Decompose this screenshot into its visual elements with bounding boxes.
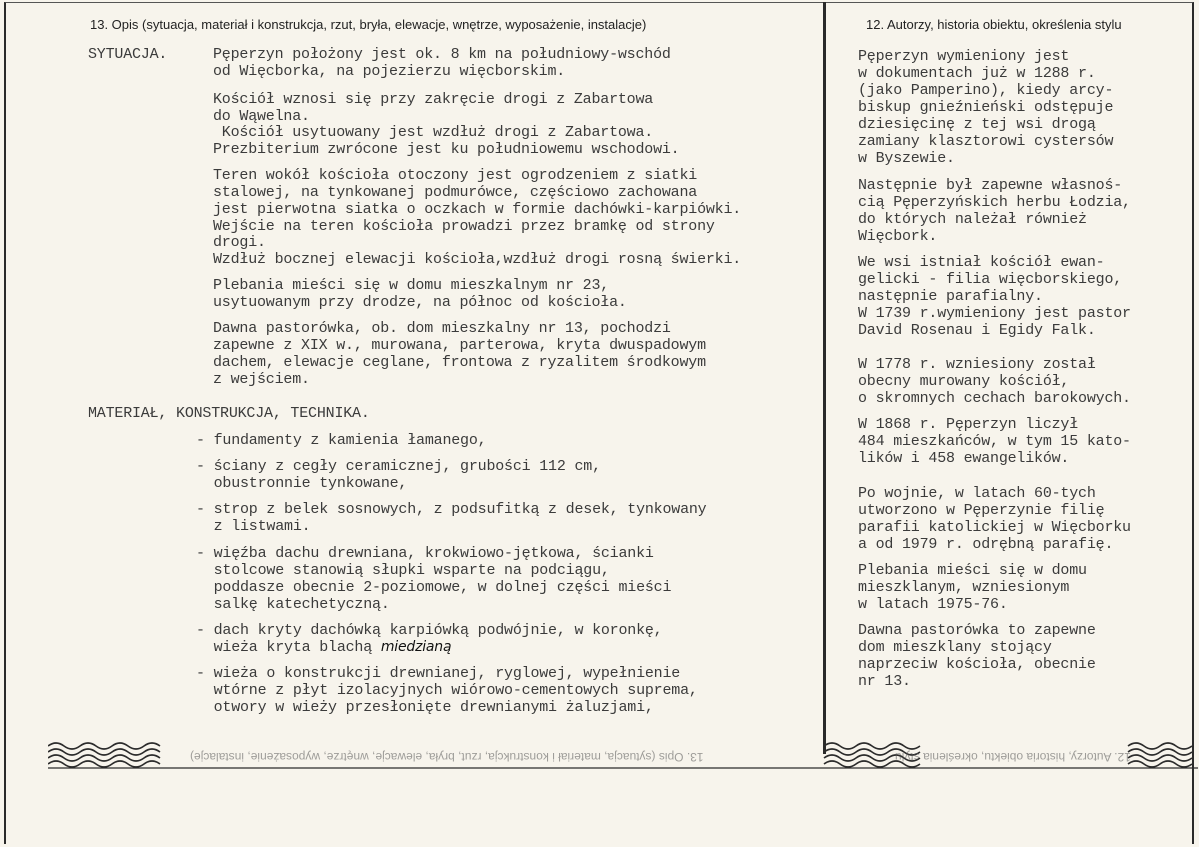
text-line: jest pierwotna siatka o oczkach w formie dachówki-karpiówki. [213,201,742,218]
list-item: - więźba dachu drewniana, krokwiowo-jętkowa, ścianki [196,545,654,562]
history-line: lików i 458 ewangelików. [858,450,1070,467]
text-line: dachem, elewacje ceglane, frontowa z ryzalitem środkowym [213,354,706,371]
history-line: David Rosenau i Egidy Falk. [858,322,1096,339]
history-line: mieszklanym, wzniesionym [858,579,1070,596]
text-line: Wzdłuż bocznej elewacji kościoła,wzdłuż drogi rosną świerki. [213,251,742,268]
text-line: usytuowanym przy drodze, na północ od kościoła. [213,294,627,311]
text-line: Plebania mieści się w domu mieszkalnym nr 23, [213,277,610,294]
history-line: a od 1979 r. odrębną parafię. [858,536,1114,553]
handwritten-note: miedzianą [380,639,452,655]
history-line: (jako Pamperino), kiedy arcy- [858,82,1114,99]
text-line: Pęperzyn położony jest ok. 8 km na południowy-wschód [213,46,671,63]
material-label: MATERIAŁ, KONSTRUKCJA, TECHNIKA. [88,405,370,422]
history-line: utworzono w Pęperzynie filię [858,502,1105,519]
list-item: - wieża o konstrukcji drewnianej, ryglowej, wypełnienie [196,665,681,682]
list-item-text: wieża kryta blachą [196,639,381,656]
list-item: poddasze obecnie 2-poziomowe, w dolnej części mieści [196,579,672,596]
history-line: Następnie był zapewne własnoś- [858,177,1123,194]
history-line: Po wojnie, w latach 60-tych [858,485,1096,502]
left-column-header: 13. Opis (sytuacja, materiał i konstrukcja, rzut, bryła, elewacje, wnętrze, wyposażenie, instalacje) [90,17,647,32]
history-line: cią Pęperzyńskich herbu Łodzia, [858,194,1131,211]
history-line: Plebania mieści się w domu [858,562,1087,579]
situation-label: SYTUACJA. [88,46,168,63]
column-divider [823,2,826,754]
history-line: w Byszewie. [858,150,955,167]
history-line: obecny murowany kościół, [858,373,1070,390]
text-line: Kościół wznosi się przy zakręcie drogi z Zabartowa [213,91,654,108]
mirrored-header-right: 12. Autorzy, historia obiektu, określenia stylu [895,750,1131,764]
text-line: od Więcborka, na pojezierzu więcborskim. [213,63,566,80]
list-item [196,639,451,656]
history-line: Dawna pastorówka to zapewne [858,622,1096,639]
list-item: wtórne z płyt izolacyjnych wiórowo-cementowych suprema, [196,682,698,699]
text-line: Dawna pastorówka, ob. dom mieszkalny nr 13, pochodzi [213,320,671,337]
text-line: do Wąwelna. [213,108,310,125]
list-item: stolcowe stanowią słupki wsparte na podciągu, [196,562,610,579]
text-line: Teren wokół kościoła otoczony jest ogrodzeniem z siatki [213,167,698,184]
mirrored-header-left: 13. Opis (sytuacja, materiał i konstrukcja, rzut, bryła, elewacje, wnętrze, wyposażenie, instalacje) [190,750,704,764]
list-item: - ściany z cegły ceramicznej, grubości 112 cm, [196,458,601,475]
history-line: dom mieszklany stojący [858,639,1052,656]
history-line: W 1778 r. wzniesiony został [858,356,1096,373]
list-item: - dach kryty dachówką karpiówką podwójnie, w koronkę, [196,622,663,639]
history-line: parafii katolickiej w Więcborku [858,519,1131,536]
text-line: Prezbiterium zwrócone jest ku południowemu wschodowi. [213,141,680,158]
history-line: dziesięcinę z tej wsi drogą [858,116,1096,133]
text-line: Wejście na teren kościoła prowadzi przez bramkę od strony [213,218,715,235]
history-line: do których należał również [858,211,1087,228]
text-line: z wejściem. [213,371,310,388]
list-item: - fundamenty z kamienia łamanego, [196,432,487,449]
history-line: Pęperzyn wymieniony jest [858,48,1070,65]
history-line: W 1868 r. Pęperzyn liczył [858,416,1079,433]
history-line: Więcbork. [858,228,938,245]
list-item: salkę katechetyczną. [196,596,390,613]
history-line: zamiany klasztorowi cystersów [858,133,1114,150]
history-line: 484 mieszkańców, w tym 15 kato- [858,433,1131,450]
list-item: obustronnie tynkowane, [196,475,408,492]
history-line: nr 13. [858,673,911,690]
list-item: - strop z belek sosnowych, z podsufitką z desek, tynkowany [196,501,707,518]
history-line: następnie parafialny. [858,288,1043,305]
text-line: zapewne z XIX w., murowana, parterowa, kryta dwuspadowym [213,337,706,354]
list-item: z listwami. [196,518,311,535]
history-line: w dokumentach już w 1288 r. [858,65,1096,82]
history-line: gelicki - filia więcborskiego, [858,271,1123,288]
history-line: naprzeciw kościoła, obecnie [858,656,1096,673]
text-line: drogi. [213,234,266,251]
history-line: w latach 1975-76. [858,596,1008,613]
right-column-header: 12. Autorzy, historia obiektu, określenia stylu [866,17,1122,32]
history-line: biskup gnieźnieński odstępuje [858,99,1114,116]
history-line: W 1739 r.wymieniony jest pastor [858,305,1131,322]
history-line: We wsi istniał kościół ewan- [858,254,1105,271]
history-line: o skromnych cechach barokowych. [858,390,1131,407]
text-line: stalowej, na tynkowanej podmurówce, częściowo zachowana [213,184,698,201]
list-item: otwory w wieży przesłonięte drewnianymi żaluzjami, [196,699,654,716]
text-line: Kościół usytuowany jest wzdłuż drogi z Zabartowa. [213,124,654,141]
